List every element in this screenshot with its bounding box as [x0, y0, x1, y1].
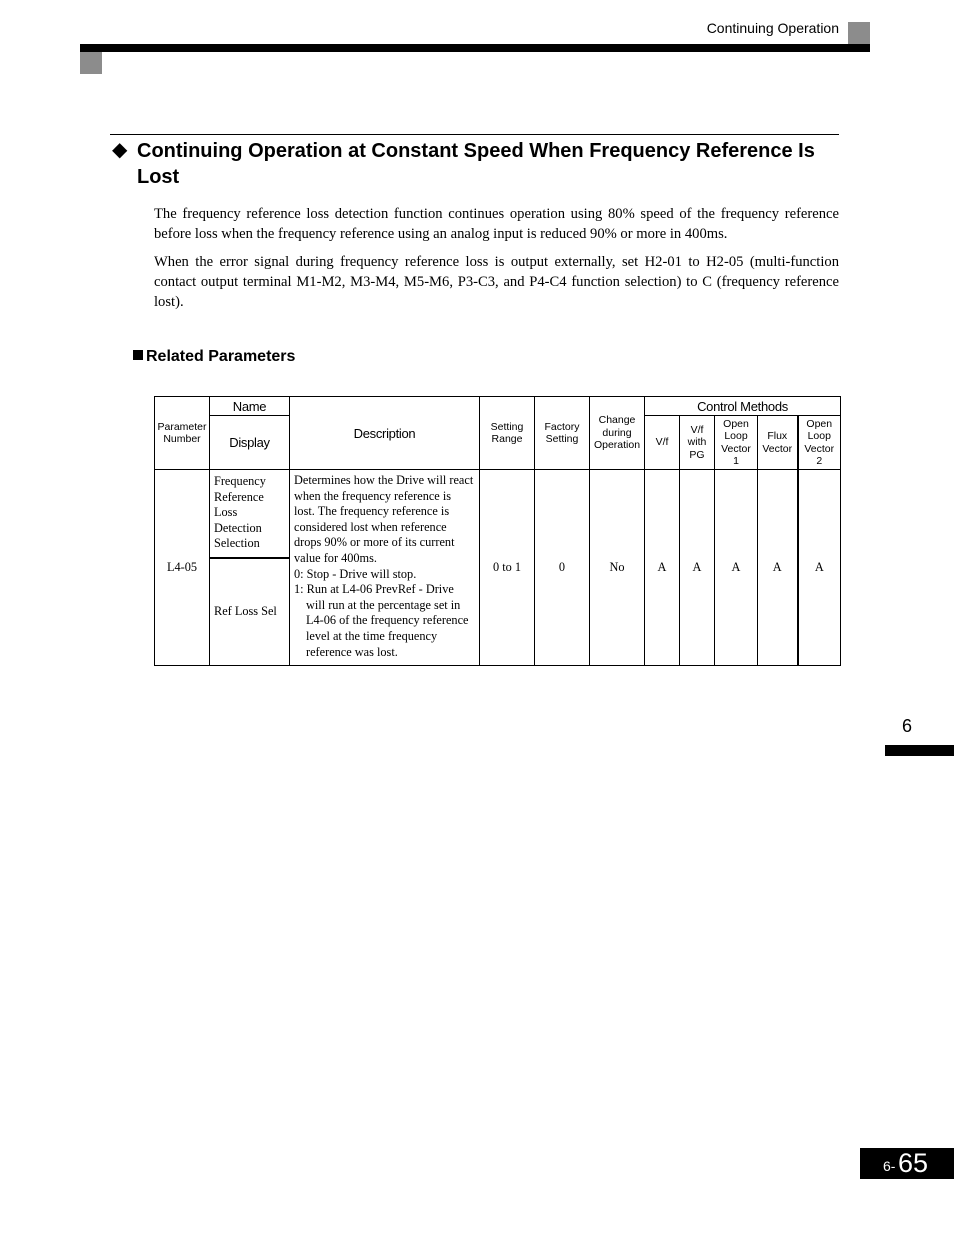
cell-change-during-operation: No — [590, 470, 645, 666]
header-text: Range — [491, 433, 523, 445]
chapter-tab-number: 6 — [901, 716, 912, 736]
description-line: value for 400ms. — [294, 550, 377, 565]
subheading-related-parameters — [133, 347, 295, 367]
cell-name — [210, 470, 290, 558]
header-display: Display — [210, 416, 290, 470]
description-line: reference was lost. — [306, 644, 398, 659]
parameters-table — [154, 396, 841, 666]
cell-parameter-number: L4-05 — [155, 470, 210, 666]
header-text: 2 — [816, 455, 823, 467]
name-line: Reference — [214, 489, 264, 504]
page-number: 65 — [898, 1148, 929, 1178]
header-change-during-operation — [590, 397, 645, 470]
header-text: Vector — [804, 442, 835, 455]
header-text: Open — [806, 417, 833, 430]
header-text: Loop — [807, 430, 831, 442]
name-line: Detection — [214, 520, 262, 535]
description-line: Determines how the Drive will react — [294, 473, 474, 487]
table-row — [155, 470, 841, 558]
header-text: Number — [163, 433, 201, 445]
name-line: Loss — [214, 505, 238, 520]
cell-display: Ref Loss Sel — [210, 558, 290, 666]
header-open-loop-vector-1 — [715, 416, 758, 470]
header-text: Factory — [544, 420, 580, 433]
header-parameter-number — [155, 397, 210, 470]
header-text: Change — [598, 414, 636, 427]
header-text: with — [687, 436, 707, 449]
header-text: Vector — [721, 442, 751, 455]
header-description: Description — [290, 397, 480, 470]
header-text: Vector — [762, 442, 793, 455]
header-text: during — [602, 426, 632, 439]
header-factory-setting — [535, 397, 590, 470]
subheading-text: Related Parameters — [146, 348, 296, 365]
description-option-1: 1: Run at L4-06 PrevRef - Drive — [294, 582, 454, 597]
header-open-loop-vector-2 — [798, 416, 841, 470]
header-vf-with-pg — [680, 416, 715, 470]
header-text: Setting — [545, 433, 579, 445]
cell-flux-vector: A — [758, 470, 798, 666]
header-rule — [80, 44, 870, 52]
cell-vf-with-pg: A — [680, 470, 715, 666]
diamond-bullet-icon: ◆ — [112, 139, 128, 161]
cell-setting-range: 0 to 1 — [480, 470, 535, 666]
description-line: when the frequency reference is — [294, 488, 452, 503]
header-text: Flux — [767, 430, 788, 442]
header-text: 1 — [733, 455, 739, 467]
cell-vf: A — [645, 470, 680, 666]
header-text: V/f — [690, 423, 704, 436]
cell-open-loop-vector-2: A — [798, 470, 841, 666]
cell-factory-setting: 0 — [535, 470, 590, 666]
square-bullet-icon — [133, 350, 143, 360]
description-line: level at the time frequency — [306, 628, 438, 643]
description-line: will run at the percentage set in — [306, 597, 461, 612]
header-text: Setting — [490, 420, 524, 433]
body-paragraph-1: The frequency reference loss detection function continues operation using 80% speed of the frequency reference before loss when the frequency reference using an analog input is reduced 90% or more in 400ms. — [154, 206, 839, 242]
description-line: lost. The frequency reference is — [294, 504, 450, 519]
cell-open-loop-vector-1: A — [715, 470, 758, 666]
header-text: PG — [689, 448, 705, 461]
running-header: Continuing Operation — [706, 20, 839, 36]
header-control-methods: Control Methods — [645, 397, 841, 416]
header-flux-vector — [758, 416, 798, 470]
description-option-0: 0: Stop - Drive will stop. — [294, 566, 417, 581]
header-text: Open — [723, 417, 749, 430]
body-paragraph-2: When the error signal during frequency reference loss is output externally, set H2-01 to H2-05 (multi-function contact output terminal M1-M2, M3-M4, M5-M6, P3-C3, and P4-C4 function selection) to C (frequency reference lost). — [154, 254, 839, 310]
header-text: Parameter — [157, 420, 207, 433]
description-line: drops 90% or more of its current — [294, 535, 455, 550]
name-line: Frequency — [214, 474, 266, 488]
chapter-tab-bar — [885, 745, 954, 756]
section-heading: Continuing Operation at Constant Speed When Frequency Reference Is Lost — [137, 140, 815, 188]
section-rule — [110, 134, 839, 135]
description-line: L4-06 of the frequency reference — [306, 613, 469, 628]
description-line: considered lost when reference — [294, 519, 447, 534]
header-vf: V/f — [645, 416, 680, 470]
name-line: Selection — [214, 536, 260, 551]
cell-description — [290, 470, 480, 666]
header-marker-left — [80, 52, 102, 74]
page-number-box — [860, 1148, 954, 1179]
header-text: Loop — [724, 430, 748, 442]
page-number-prefix: 6- — [883, 1158, 896, 1174]
header-marker-right — [848, 22, 870, 44]
header-text: Operation — [593, 439, 641, 452]
header-name: Name — [210, 397, 290, 416]
header-setting-range — [480, 397, 535, 470]
